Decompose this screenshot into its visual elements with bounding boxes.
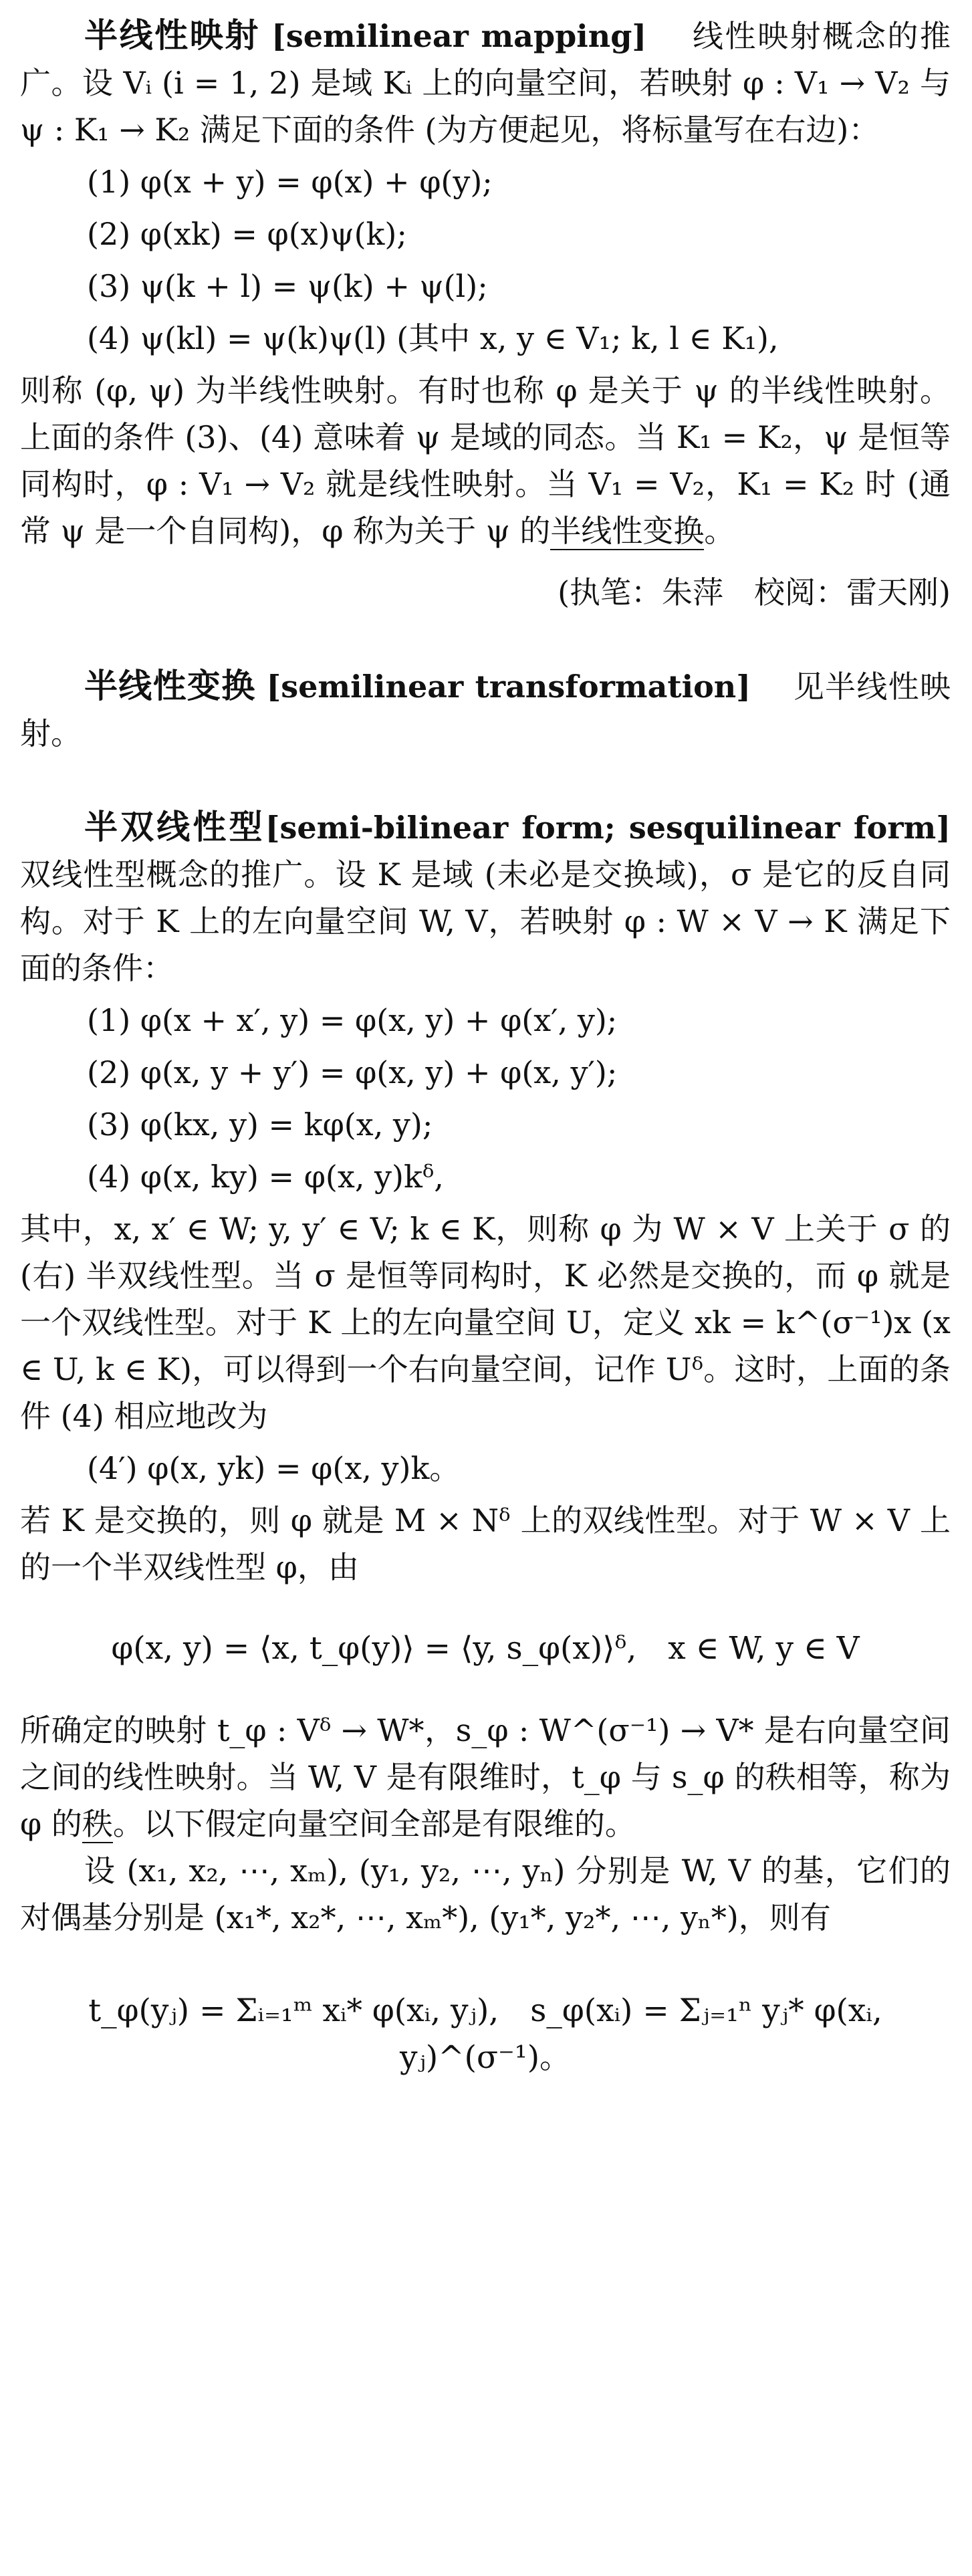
- entry-semilinear-transformation: [20, 663, 951, 757]
- display-formula: φ(x, y) = ⟨x, t_φ(y)⟩ = ⟨y, s_φ(x)⟩ᵟ, x ∈ W, y ∈ V: [111, 1630, 860, 1667]
- body-text: 则称 (φ, ψ) 为半线性映射。有时也称 φ 是关于 ψ 的半线性映射。上面的条件 (3)、(4) 意味着 ψ 是域的同态。当 K₁ = K₂，ψ 是恒等同构时，φ : V₁ → V₂ 就是线性映射。当 V₁ = V₂，K₁ = K₂ 时 (通常 ψ 是一个自同构)，φ 称为关于 ψ 的: [20, 372, 951, 549]
- body-text: 所确定的映射 t_φ : Vᵟ → W*，s_φ : W^(σ⁻¹) → V* 是右向量空间之间的线性映射。当 W, V 是有限维时，t_φ 与 s_φ 的秩相等，称为 φ 的: [20, 1712, 951, 1842]
- entry-semilinear-mapping: [20, 12, 951, 153]
- author-credit: (执笔：朱萍 校阅：雷天刚): [558, 574, 951, 610]
- entry-term: 半线性变换: [84, 667, 256, 705]
- entry-body: 若 K 是交换的，则 φ 就是 M × Nᵟ 上的双线性型。对于 W × V 上的一个半双线性型 φ，由: [20, 1502, 951, 1585]
- entry-body: [20, 367, 951, 554]
- condition-line: (4′) φ(x, yk) = φ(x, y)k。: [87, 1450, 461, 1486]
- entry-term: 半双线性型: [84, 808, 265, 846]
- condition-line: (4) ψ(kl) = ψ(k)ψ(l) (其中 x, y ∈ V₁; k, l ∈ K₁),: [87, 320, 779, 356]
- entry-body: 设 (x₁, x₂, ⋯, xₘ), (y₁, y₂, ⋯, yₙ) 分别是 W, V 的基，它们的对偶基分别是 (x₁*, x₂*, ⋯, xₘ*), (y₁*, y₂*, ⋯, yₙ*)，则有: [20, 1853, 951, 1936]
- condition-line: (3) φ(kx, y) = kφ(x, y);: [87, 1106, 433, 1143]
- condition-line: (2) φ(xk) = φ(x)ψ(k);: [87, 216, 407, 252]
- condition-line: (2) φ(x, y + y′) = φ(x, y) + φ(x, y′);: [87, 1054, 618, 1090]
- entry-english-term: [semi-bilinear form; sesquilinear form]: [265, 810, 951, 846]
- entry-body: [20, 1707, 951, 1847]
- entry-intro: 线性映射概念的推广。设 Vᵢ (i = 1, 2) 是域 Kᵢ 上的向量空间，若映射 φ : V₁ → V₂ 与 ψ : K₁ → K₂ 满足下面的条件 (为方便起见，将标量写在右边)：: [20, 18, 951, 148]
- entry-body: 其中，x, x′ ∈ W; y, y′ ∈ V; k ∈ K，则称 φ 为 W × V 上关于 σ 的 (右) 半双线性型。当 σ 是恒等同构时，K 必然是交换的，而 φ 就是一个双线性型。对于 K 上的左向量空间 U，定义 xk = k^(σ⁻¹)x (x ∈ U, k ∈ K)，可以得到一个右向量空间，记作 Uᵟ。这时，上面的条件 (4) 相应地改为: [20, 1211, 951, 1434]
- entry-english-term: [semilinear mapping]: [271, 18, 647, 54]
- spacer: [20, 616, 951, 663]
- entry-english-term: [semilinear transformation]: [266, 669, 751, 705]
- condition-line: (4) φ(x, ky) = φ(x, y)kᵟ,: [87, 1159, 444, 1195]
- condition-line: (1) φ(x + y) = φ(x) + φ(y);: [87, 164, 493, 200]
- condition-line: (3) ψ(k + l) = ψ(k) + ψ(l);: [87, 268, 488, 304]
- body-text-end: 。以下假定向量空间全部是有限维的。: [112, 1806, 636, 1842]
- display-formula: t_φ(yⱼ) = Σᵢ₌₁ᵐ xᵢ* φ(xᵢ, yⱼ), s_φ(xᵢ) = Σⱼ₌₁ⁿ yⱼ* φ(xᵢ, yⱼ)^(σ⁻¹)。: [88, 1992, 882, 2076]
- entry-sesquilinear-form: [20, 804, 951, 991]
- cross-reference-link[interactable]: 秩: [82, 1806, 113, 1842]
- entry-intro: 双线性型概念的推广。设 K 是域 (未必是交换域)，σ 是它的反自同构。对于 K 上的左向量空间 W, V，若映射 φ : W × V → K 满足下面的条件：: [20, 856, 951, 986]
- spacer: [20, 757, 951, 804]
- entry-see-also: 见半线性映射。: [20, 669, 951, 751]
- body-text-end: 。: [704, 513, 735, 549]
- cross-reference-link[interactable]: 半线性变换: [550, 513, 705, 549]
- entry-term: 半线性映射: [84, 16, 260, 55]
- condition-line: (1) φ(x + x′, y) = φ(x, y) + φ(x′, y);: [87, 1002, 618, 1038]
